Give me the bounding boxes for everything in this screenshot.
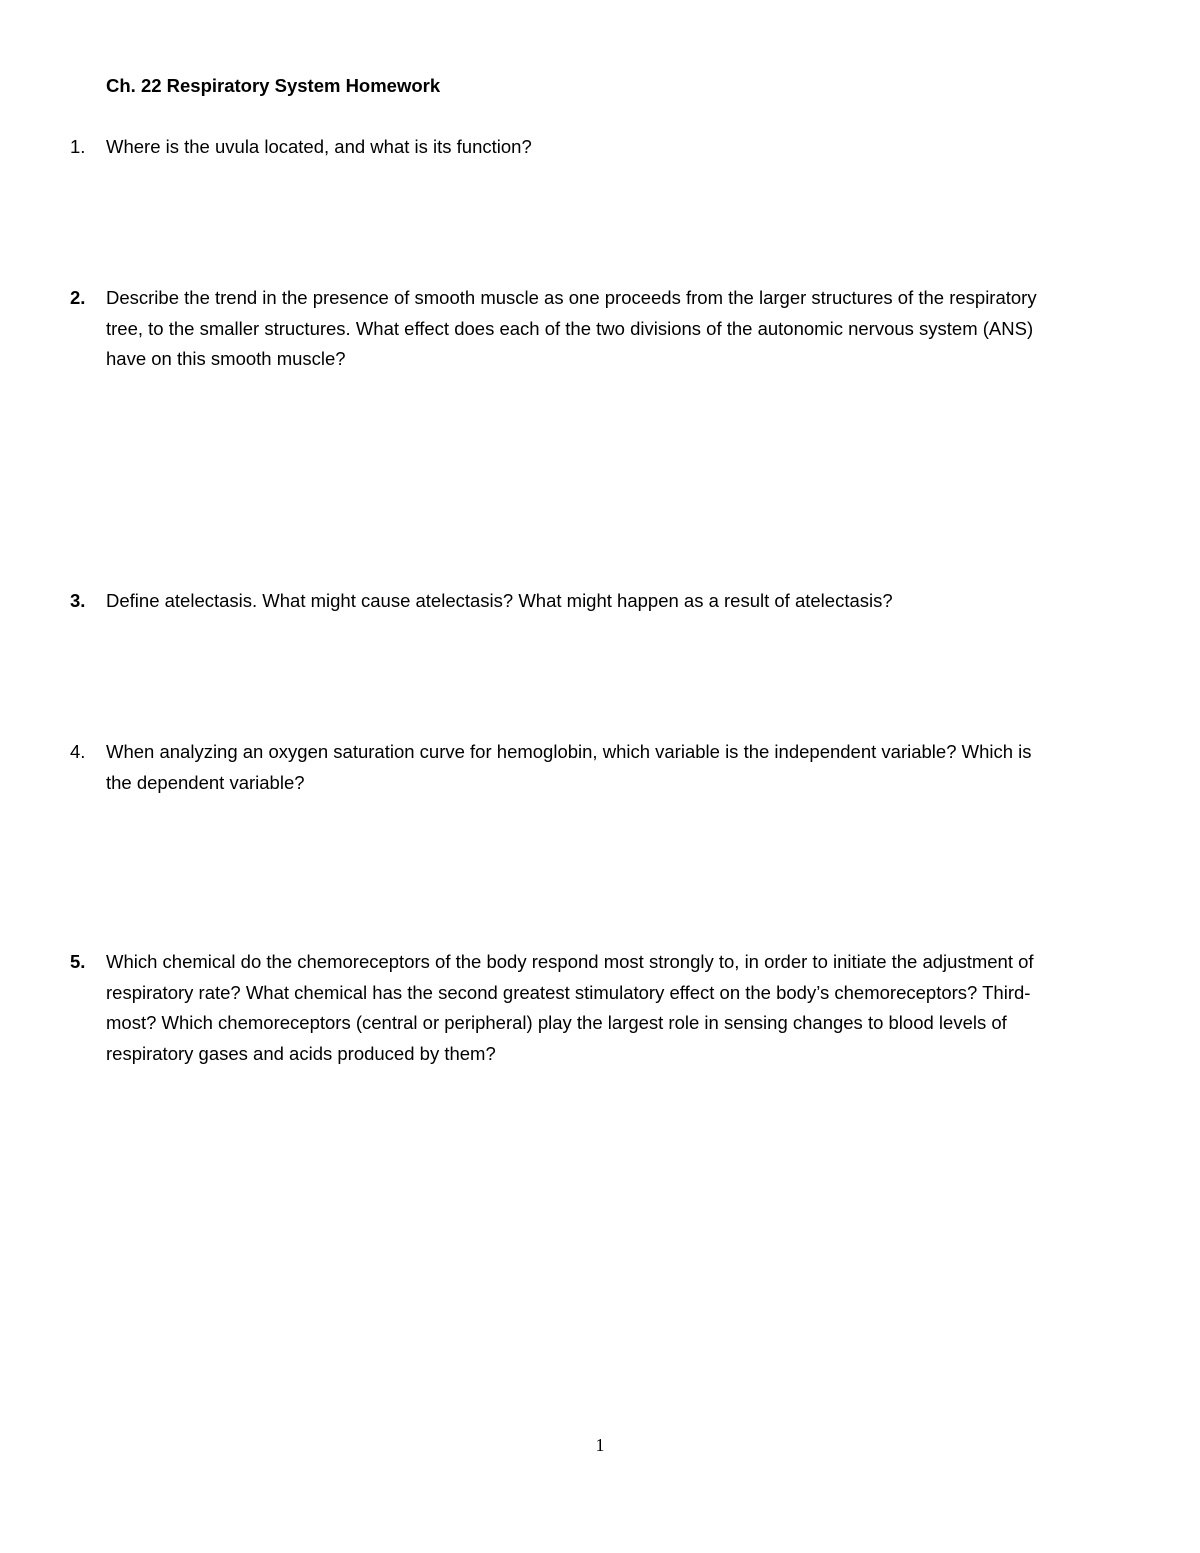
question-line: When analyzing an oxygen saturation curve for hemoglobin, which variable is the independent variable? Which is: [106, 741, 1032, 762]
question-text: [106, 737, 1116, 798]
question-number: 3.: [70, 590, 86, 611]
question-number: 2.: [70, 287, 86, 308]
question-line: Which chemical do the chemoreceptors of the body respond most strongly to, in order to initiate the adjustment of: [106, 951, 1034, 972]
question-number: 1.: [70, 136, 86, 157]
question-line: respiratory rate? What chemical has the second greatest stimulatory effect on the body’s chemoreceptors? Third-: [106, 981, 1031, 1003]
question-line: Describe the trend in the presence of smooth muscle as one proceeds from the larger structures of the respiratory: [106, 287, 1037, 308]
question-number: 5.: [70, 951, 86, 972]
question-text: [106, 283, 1116, 375]
question-line: Define atelectasis. What might cause atelectasis? What might happen as a result of atelectasis?: [106, 590, 893, 611]
question-line: respiratory gases and acids produced by them?: [106, 1042, 496, 1064]
question-line: most? Which chemoreceptors (central or peripheral) play the largest role in sensing changes to blood levels of: [106, 1012, 1007, 1033]
question-text: [106, 586, 1116, 617]
question-line: Where is the uvula located, and what is its function?: [106, 136, 532, 157]
question-text: [106, 132, 1116, 163]
question-line: the dependent variable?: [106, 771, 305, 793]
question-line: have on this smooth muscle?: [106, 348, 346, 369]
page-number: 1: [595, 1435, 605, 1455]
question-number: 4.: [70, 741, 86, 762]
document-title: Ch. 22 Respiratory System Homework: [106, 75, 441, 96]
question-text: [106, 947, 1116, 1069]
question-line: tree, to the smaller structures. What effect does each of the two divisions of the autonomic nervous system (ANS): [106, 317, 1034, 339]
